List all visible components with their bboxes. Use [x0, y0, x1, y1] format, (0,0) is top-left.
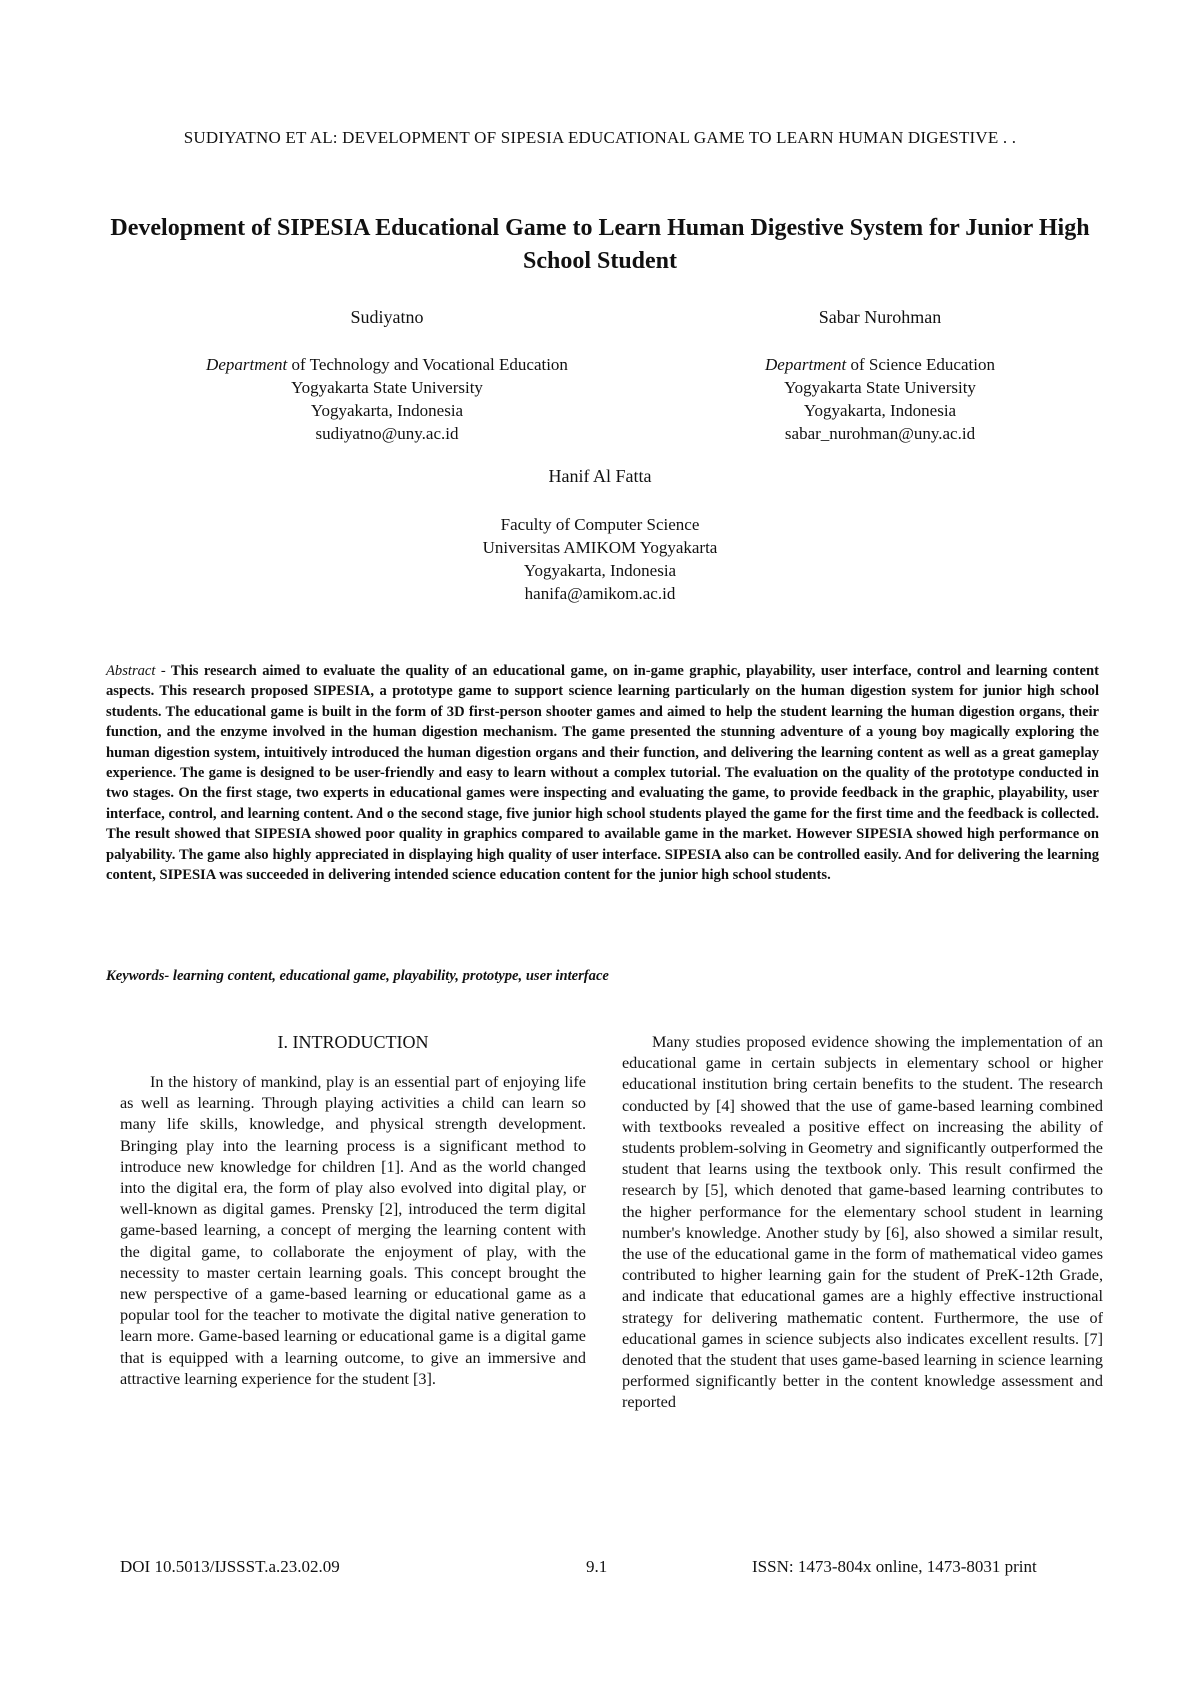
- author-university-1: Yogyakarta State University: [291, 378, 483, 397]
- author-location-1: Yogyakarta, Indonesia: [310, 401, 464, 420]
- author-name-1: Sudiyatno: [350, 307, 424, 327]
- footer-doi: DOI 10.5013/IJSSST.a.23.02.09: [120, 1557, 340, 1576]
- author-name-2: Sabar Nurohman: [818, 307, 942, 327]
- intro-paragraph-1: In the history of mankind, play is an essential part of enjoying life as well as learning. Through playing activities a child can learn so many life skills, knowledge, and physical strength development. Bringing play into the learning process is a significant method to introduce new knowledge for children [1]. And as the world changed into the digital era, the form of play also evolved into digital play, or well-known as digital games. Prensky [2], introduced the term digital game-based learning, a concept of merging the learning content with the digital game, to collaborate the enjoyment of play, with the necessity to master certain learning goals. This concept brought the new perspective of a game-based learning or educational game as a popular tool for the teacher to motivate the digital native generation to learn more. Game-based learning or educational game is a digital game that is equipped with a learning outcome, to give an immersive and attractive learning experience for the student [3].: [120, 1073, 586, 1388]
- abstract-text: This research aimed to evaluate the quality of an educational game, on in-game graphic, playability, user interface, control and learning content aspects. This research proposed SIPESIA, a prototype game to support science learning particularly on the human digestion system for junior high school students. The educational game is built in the form of 3D first-person shooter games and aimed to help the student learning the human digestion organs, their function, and the enzyme involved in the human digestion mechanism. The game presented the stunning adventure of a young boy magically exploring the human digestion system, intuitively introduced the human digestion organs and their function, and delivering the learning content as well as a great gameplay experience. The game is designed to be user-friendly and easy to learn without a complex tutorial. The evaluation on the quality of the prototype conducted in two stages. On the first stage, two experts in educational games were inspecting and evaluating the game, to provide feedback in the graphic, playability, user interface, control, and learning content. And o the second stage, five junior high school students played the game for the first time and the feedback is collected. The result showed that SIPESIA showed poor quality in graphics compared to available game in the market. However SIPESIA showed high performance on palyability. The game also highly appreciated in displaying high quality of user interface. SIPESIA also can be controlled easily. And for delivering the learning content, SIPESIA was succeeded in delivering intended science education content for the junior high school students.: [106, 663, 1099, 884]
- author-email-2: sabar_nurohman@uny.ac.id: [784, 424, 976, 443]
- author-location-3: Yogyakarta, Indonesia: [523, 561, 677, 580]
- author-affiliation-3: [410, 513, 790, 605]
- author-faculty-3: Faculty of Computer Science: [500, 515, 700, 534]
- author-university-3: Universitas AMIKOM Yogyakarta: [482, 538, 718, 557]
- author-email-1: sudiyatno@uny.ac.id: [315, 424, 459, 443]
- keywords: Keywords- learning content, educational game, playability, prototype, user interface: [106, 968, 609, 984]
- author-location-2: Yogyakarta, Indonesia: [803, 401, 957, 420]
- author-department-1: Department of Technology and Vocational Education: [206, 355, 568, 374]
- intro-paragraph-2: Many studies proposed evidence showing the implementation of an educational game in certain subjects in elementary school or higher educational institution bring certain benefits to the student. The research conducted by [4] showed that the use of game-based learning combined with textbooks revealed a positive effect on increasing the ability of students problem-solving in Geometry and significantly outperformed the student that learns using the textbook only. This result confirmed the research by [5], which denoted that game-based learning contributes to the higher performance for the elementary school student in learning number's knowledge. Another study by [6], also showed a similar result, the use of the educational game in the form of mathematical video games contributed to higher learning gain for the student of PreK-12th Grade, and indicate that educational games are a highly effective instructional strategy for delivering mathematic content. Furthermore, the use of educational games in science subjects also indicates excellent results. [7] denoted that the student that uses game-based learning in science learning performed significantly better in the content knowledge assessment and reported: [622, 1033, 1103, 1412]
- intro-column-left: [120, 1072, 586, 1390]
- author-university-2: Yogyakarta State University: [784, 378, 976, 397]
- footer-issn: ISSN: 1473-804x online, 1473-8031 print: [752, 1557, 1037, 1576]
- author-email-3: hanifa@amikom.ac.id: [524, 584, 676, 603]
- abstract-label: Abstract -: [106, 663, 166, 679]
- author-name-3: Hanif Al Fatta: [548, 466, 652, 486]
- intro-column-right: [622, 1032, 1103, 1414]
- author-affiliation-1: [150, 353, 624, 445]
- running-head: SUDIYATNO ET AL: DEVELOPMENT OF SIPESIA EDUCATIONAL GAME TO LEARN HUMAN DIGESTIVE . .: [183, 128, 1017, 147]
- paper-title: Development of SIPESIA Educational Game to Learn Human Digestive System for Junior High School Student: [110, 215, 1090, 274]
- section-heading-introduction: I. INTRODUCTION: [277, 1032, 429, 1052]
- footer-page-number: 9.1: [586, 1557, 608, 1576]
- author-department-2: Department of Science Education: [765, 355, 995, 374]
- author-affiliation-2: [700, 353, 1060, 445]
- abstract: [106, 661, 1099, 885]
